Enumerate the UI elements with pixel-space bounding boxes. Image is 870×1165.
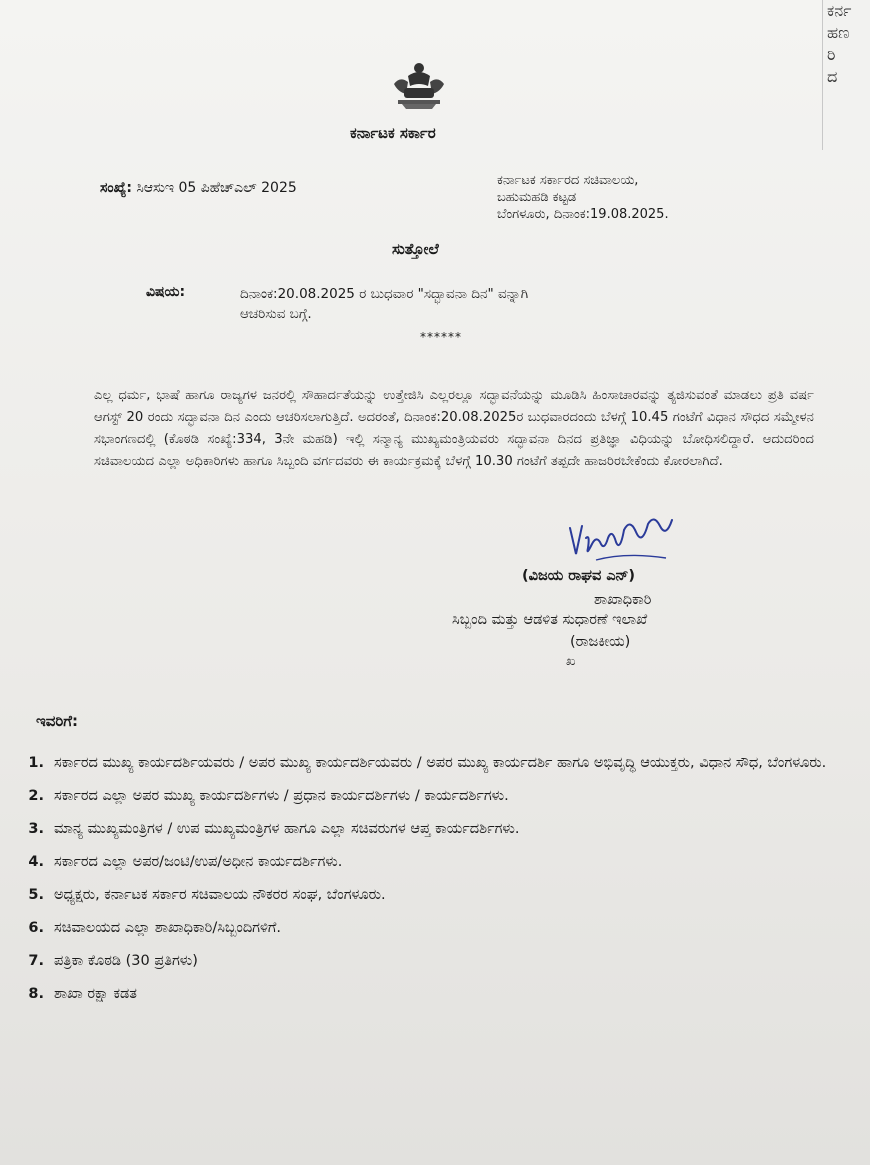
list-item: 7. ಪತ್ರಿಕಾ ಕೊಠಡಿ (30 ಪ್ರತಿಗಳು) xyxy=(28,953,198,969)
signatory-designation: ಶಾಖಾಧಿಕಾರಿ xyxy=(594,592,652,608)
subject-text xyxy=(240,284,528,324)
separator: ****** xyxy=(420,330,462,344)
handwritten-signature xyxy=(566,508,676,568)
circular-title: ಸುತ್ತೋಲೆ xyxy=(392,240,439,258)
corner-text: ದ xyxy=(827,67,838,86)
corner-text: ಹಣ xyxy=(827,23,850,42)
reference-number xyxy=(100,180,297,196)
adjacent-document-corner xyxy=(822,0,870,150)
reference-value: ಸಿಆಸುಇ 05 ಪಿಹೆಚ್ಎಲ್ 2025 xyxy=(136,180,297,196)
list-item: 8. ಶಾಖಾ ರಕ್ಷಾ ಕಡತ xyxy=(28,986,137,1002)
signatory-section: (ರಾಜಕೀಯ) xyxy=(570,634,631,650)
corner-text: ರಿ xyxy=(827,45,836,64)
subject-label: ವಿಷಯ: xyxy=(146,284,186,300)
government-heading: ಕರ್ನಾಟಕ ಸರ್ಕಾರ xyxy=(350,124,436,142)
state-emblem-icon xyxy=(388,58,450,110)
circular-body: ಎಲ್ಲ ಧರ್ಮ, ಭಾಷೆ ಹಾಗೂ ರಾಜ್ಯಗಳ ಜನರಲ್ಲಿ ಸೌಹಾರ್ದತೆಯನ್ನು ಉತ್ತೇಜಿಸಿ ಎಲ್ಲರಲ್ಲೂ ಸದ್ಭಾವನೆಯನ್ನು ಮೂಡಿಸಿ ಹಿಂಸಾಚಾರವನ್ನು ತ್ಯಜಿಸುವಂತೆ ಮಾಡಲು ಪ್ರತಿ ವರ್ಷ ಆಗಸ್ಟ್ 20 ರಂದು ಸದ್ಭಾವನಾ ದಿನ ಎಂದು ಆಚರಿಸಲಾಗುತ್ತಿದೆ. ಅದರಂತೆ, ದಿನಾಂಕ:20.08.2025ರ ಬುಧವಾರದಂದು ಬೆಳಗ್ಗೆ 10.45 ಗಂಟೆಗೆ ವಿಧಾನ ಸೌಧದ ಸಮ್ಮೇಳನ ಸಭಾಂಗಣದಲ್ಲಿ (ಕೊಠಡಿ ಸಂಖ್ಯೆ:334, 3ನೇ ಮಹಡಿ) ಇಲ್ಲಿ ಸನ್ಮಾನ್ಯ ಮುಖ್ಯಮಂತ್ರಿಯವರು ಸದ್ಭಾವನಾ ದಿನದ ಪ್ರತಿಜ್ಞಾ ವಿಧಿಯನ್ನು ಬೋಧಿಸಲಿದ್ದಾರೆ. ಆದುದರಿಂದ ಸಚಿವಾಲಯದ ಎಲ್ಲಾ ಅಧಿಕಾರಿಗಳು ಹಾಗೂ ಸಿಬ್ಬಂದಿ ವರ್ಗದವರು ಈ ಕಾರ್ಯಕ್ರಮಕ್ಕೆ ಬೆಳಗ್ಗೆ 10.30 ಗಂಟೆಗೆ ತಪ್ಪದೇ ಹಾಜರಿರಬೇಕೆಂದು ಕೋರಲಾಗಿದೆ. xyxy=(94,388,814,470)
subject-line: ಆಚರಿಸುವ ಬಗ್ಗೆ. xyxy=(240,306,312,322)
issue-date: ಬೆಂಗಳೂರು, ದಿನಾಂಕ:19.08.2025. xyxy=(497,207,669,222)
list-item: 6. ಸಚಿವಾಲಯದ ಎಲ್ಲಾ ಶಾಖಾಧಿಕಾರಿ/ಸಿಬ್ಬಂದಿಗಳಿಗೆ. xyxy=(28,920,281,936)
list-item: 1. ಸರ್ಕಾರದ ಮುಖ್ಯ ಕಾರ್ಯದರ್ಶಿಯವರು / ಅಪರ ಮುಖ್ಯ ಕಾರ್ಯದರ್ಶಿಯವರು / ಅಪರ ಮುಖ್ಯ ಕಾರ್ಯದರ್ಶಿ ಹಾಗೂ ಅಭಿವೃದ್ಧಿ ಆಯುಕ್ತರು, ವಿಧಾನ ಸೌಧ, ಬೆಂಗಳೂರು. xyxy=(28,755,827,771)
signatory-name: (ವಿಜಯ ರಾಘವ ಎನ್) xyxy=(522,568,636,584)
office-address xyxy=(497,172,669,223)
signatory-department: ಸಿಬ್ಬಂದಿ ಮತ್ತು ಆಡಳಿತ ಸುಧಾರಣೆ ಇಲಾಖೆ xyxy=(452,612,648,628)
list-item: 3. ಮಾನ್ಯ ಮುಖ್ಯಮಂತ್ರಿಗಳ / ಉಪ ಮುಖ್ಯಮಂತ್ರಿಗಳ ಹಾಗೂ ಎಲ್ಲಾ ಸಚಿವರುಗಳ ಆಪ್ತ ಕಾರ್ಯದರ್ಶಿಗಳು. xyxy=(28,821,520,837)
recipients-heading: ಇವರಿಗೆ: xyxy=(36,712,79,730)
corner-text: ಕರ್ನ xyxy=(827,1,852,20)
recipients-list xyxy=(14,752,854,1016)
office-line: ಕರ್ನಾಟಕ ಸರ್ಕಾರದ ಸಚಿವಾಲಯ, xyxy=(497,173,639,188)
subject-line: ದಿನಾಂಕ:20.08.2025 ರ ಬುಧವಾರ "ಸದ್ಭಾವನಾ ದಿನ" ವನ್ನಾಗಿ xyxy=(240,286,529,302)
list-item: 4. ಸರ್ಕಾರದ ಎಲ್ಲಾ ಅಪರ/ಜಂಟಿ/ಉಪ/ಅಧೀನ ಕಾರ್ಯದರ್ಶಿಗಳು. xyxy=(28,854,343,870)
list-item: 2. ಸರ್ಕಾರದ ಎಲ್ಲಾ ಅಪರ ಮುಖ್ಯ ಕಾರ್ಯದರ್ಶಿಗಳು / ಪ್ರಧಾನ ಕಾರ್ಯದರ್ಶಿಗಳು / ಕಾರ್ಯದರ್ಶಿಗಳು. xyxy=(28,788,509,804)
initials-mark: ಖ xyxy=(566,654,576,669)
list-item: 5. ಅಧ್ಯಕ್ಷರು, ಕರ್ನಾಟಕ ಸರ್ಕಾರ ಸಚಿವಾಲಯ ನೌಕರರ ಸಂಘ, ಬೆಂಗಳೂರು. xyxy=(28,887,386,903)
reference-label: ಸಂಖ್ಯೆ: xyxy=(100,180,132,196)
office-line: ಬಹುಮಹಡಿ ಕಟ್ಟಡ xyxy=(497,190,577,205)
